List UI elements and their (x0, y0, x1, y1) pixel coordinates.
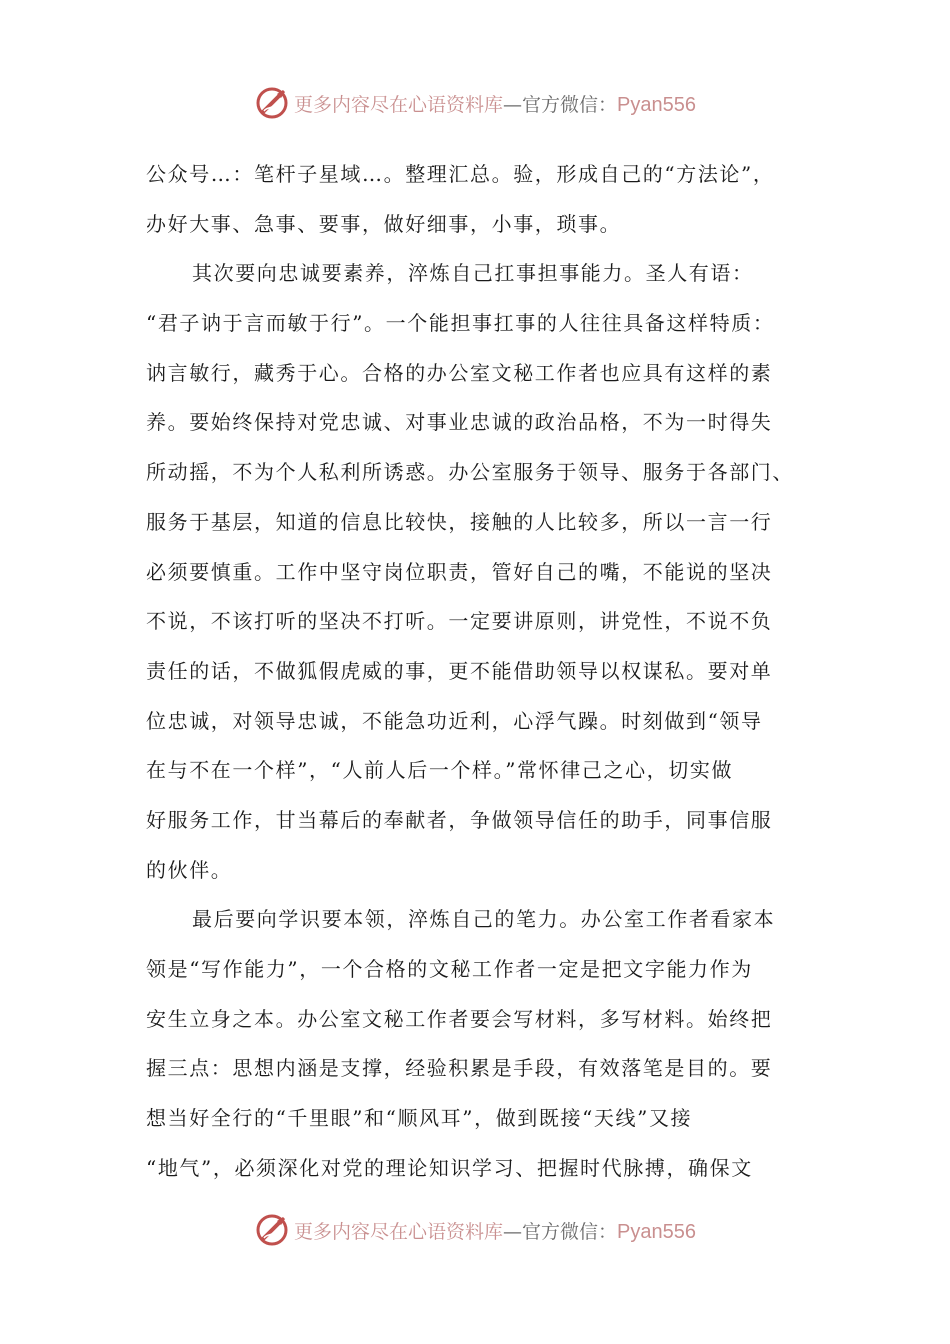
text-line: “地气”，必须深化对党的理论知识学习、把握时代脉搏，确保文 (146, 1155, 753, 1180)
banner-dash: — (503, 1220, 523, 1243)
text-line: 在与不在一个样”，“人前人后一个样。”常怀律己之心，切实做 (146, 758, 734, 783)
text-line: 想当好全行的“千里眼”和“顺风耳”，做到既接“天线”又接 (146, 1106, 693, 1131)
text-line: 好服务工作，甘当幕后的奉献者，争做领导信任的助手，同事信服 (146, 807, 773, 832)
text-line: 服务于基层，知道的信息比较快，接触的人比较多，所以一言一行 (146, 509, 773, 534)
banner-text (294, 90, 696, 117)
banner-dash: — (503, 93, 523, 116)
text-line: 其次要向忠诚要素养，淬炼自己扛事担事能力。圣人有语： (192, 261, 754, 286)
document-body (146, 150, 826, 1193)
text-line: 的伙伴。 (146, 857, 233, 882)
pen-logo-icon (254, 1212, 290, 1248)
header-banner (0, 81, 950, 125)
text-line: 最后要向学识要本领，淬炼自己的笔力。办公室工作者看家本 (192, 907, 776, 932)
footer-banner (0, 1208, 950, 1252)
banner-main-text: 更多内容尽在心语资料库 (294, 93, 504, 116)
text-line: 讷言敏行，藏秀于心。合格的办公室文秘工作者也应具有这样的素 (146, 360, 773, 385)
text-line: 办好大事、急事、要事，做好细事，小事，琐事。 (146, 211, 622, 236)
text-line: 安生立身之本。办公室文秘工作者要会写材料，多写材料。始终把 (146, 1006, 773, 1031)
banner-official-label: 官方微信： (522, 93, 618, 116)
text-line: 责任的话，不做狐假虎威的事，更不能借助领导以权谋私。要对单 (146, 658, 773, 683)
banner-wechat-id: Pyan556 (617, 93, 696, 116)
text-line: 养。要始终保持对党忠诚、对事业忠诚的政治品格，不为一时得失 (146, 410, 773, 435)
text-line: 所动摇，不为个人私利所诱惑。办公室服务于领导、服务于各部门、 (146, 460, 794, 485)
banner-wechat-id: Pyan556 (617, 1220, 696, 1243)
text-line: 位忠诚，对领导忠诚，不能急功近利，心浮气躁。时刻做到“领导 (146, 708, 763, 733)
text-line: 领是“写作能力”，一个合格的文秘工作者一定是把文字能力作为 (146, 957, 753, 981)
banner-text (294, 1217, 696, 1244)
text-line: 必须要慎重。工作中坚守岗位职责，管好自己的嘴，不能说的坚决 (146, 559, 773, 584)
banner-official-label: 官方微信： (522, 1220, 618, 1243)
text-line: 不说，不该打听的坚决不打听。一定要讲原则，讲党性，不说不负 (146, 609, 773, 634)
text-line: 握三点：思想内涵是支撑，经验积累是手段，有效落笔是目的。要 (146, 1056, 773, 1081)
pen-logo-icon (254, 85, 290, 121)
banner-main-text: 更多内容尽在心语资料库 (294, 1220, 504, 1243)
text-line: 公众号…：笔杆子星域…。整理汇总。验，形成自己的“方法论”， (146, 162, 775, 186)
text-line: “君子讷于言而敏于行”。一个能担事扛事的人往往具备这样特质： (146, 311, 775, 336)
